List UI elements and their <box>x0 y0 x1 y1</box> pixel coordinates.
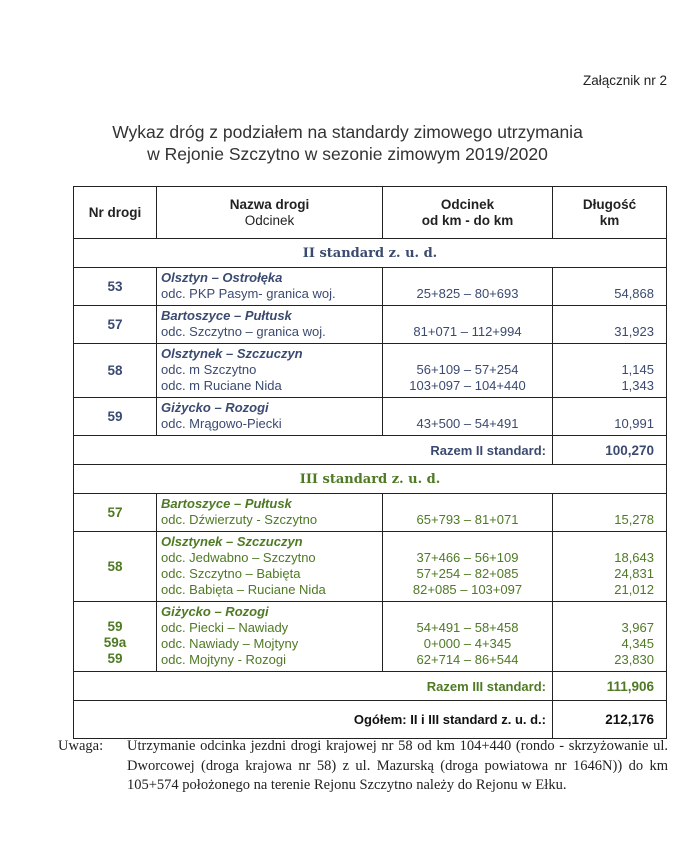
segment-name: odc. Szczytno – Babięta <box>161 566 301 581</box>
km-range: 81+071 – 112+994 <box>413 324 522 339</box>
length-value: 4,345 <box>621 636 654 651</box>
road-number-cell <box>74 494 157 532</box>
grand-total-row <box>74 701 667 739</box>
road-number: 53 <box>107 278 123 294</box>
km-range: 37+466 – 56+109 <box>416 550 519 565</box>
length-cell <box>553 344 667 398</box>
standard-total-value: 111,906 <box>553 672 667 701</box>
km-range: 25+825 – 80+693 <box>416 286 519 301</box>
note-label: Uwaga: <box>58 738 104 754</box>
road-number-cell <box>74 268 157 306</box>
km-range: 57+254 – 82+085 <box>416 566 519 581</box>
table-row <box>74 602 667 672</box>
standard-total-row <box>74 436 667 465</box>
length-cell <box>553 532 667 602</box>
road-name-cell <box>157 532 383 602</box>
road-name-cell <box>157 602 383 672</box>
roads-table <box>73 186 667 739</box>
road-number-cell <box>74 398 157 436</box>
spacer <box>557 346 654 362</box>
table-row <box>74 306 667 344</box>
segment-name: odc. Nawiady – Mojtyny <box>161 636 299 651</box>
standard-total-value: 100,270 <box>553 436 667 465</box>
length-value: 18,643 <box>614 550 654 565</box>
km-range-cell <box>383 344 553 398</box>
header-nr: Nr drogi <box>74 187 157 239</box>
spacer <box>387 308 548 324</box>
spacer <box>557 534 654 550</box>
title-line-1: Wykaz dróg z podziałem na standardy zimowego utrzymania <box>112 122 583 142</box>
header-km <box>383 187 553 239</box>
spacer <box>387 270 548 286</box>
spacer <box>557 496 654 512</box>
header-length <box>553 187 667 239</box>
standard-total-label: Razem II standard: <box>74 436 553 465</box>
km-range-cell <box>383 602 553 672</box>
grand-total-label: Ogółem: II i III standard z. u. d.: <box>74 701 553 739</box>
length-value: 10,991 <box>614 416 654 431</box>
length-value: 3,967 <box>621 620 654 635</box>
road-name: Giżycko – Rozogi <box>161 400 269 415</box>
document-title <box>0 121 695 165</box>
road-name: Olsztynek – Szczuczyn <box>161 346 303 361</box>
standard-title: III standard z. u. d. <box>74 465 667 494</box>
standard-title: II standard z. u. d. <box>74 239 667 268</box>
length-value: 31,923 <box>614 324 654 339</box>
length-value: 1,145 <box>621 362 654 377</box>
table-row <box>74 268 667 306</box>
road-number-cell <box>74 532 157 602</box>
segment-name: odc. m Ruciane Nida <box>161 378 282 393</box>
km-range: 56+109 – 57+254 <box>416 362 519 377</box>
km-range: 54+491 – 58+458 <box>416 620 519 635</box>
length-cell <box>553 602 667 672</box>
spacer <box>557 604 654 620</box>
road-name: Bartoszyce – Pułtusk <box>161 308 292 323</box>
standard-total-row <box>74 672 667 701</box>
km-range-cell <box>383 398 553 436</box>
segment-name: odc. Szczytno – granica woj. <box>161 324 326 339</box>
road-number: 57 <box>107 504 123 520</box>
note <box>58 737 668 796</box>
road-number: 58 <box>107 558 123 574</box>
length-cell <box>553 494 667 532</box>
standard-header-row <box>74 465 667 494</box>
km-range: 43+500 – 54+491 <box>416 416 519 431</box>
table-row <box>74 532 667 602</box>
road-number: 59 <box>107 408 123 424</box>
km-range-cell <box>383 494 553 532</box>
km-range: 103+097 – 104+440 <box>409 378 526 393</box>
road-name-cell <box>157 344 383 398</box>
title-line-2: w Rejonie Szczytno w sezonie zimowym 2019/2020 <box>147 144 548 164</box>
length-value: 1,343 <box>621 378 654 393</box>
length-cell <box>553 268 667 306</box>
road-name: Olsztynek – Szczuczyn <box>161 534 303 549</box>
km-range: 65+793 – 81+071 <box>416 512 519 527</box>
segment-name: odc. PKP Pasym- granica woj. <box>161 286 336 301</box>
road-name-cell <box>157 494 383 532</box>
road-number-cell <box>74 602 157 672</box>
length-value: 24,831 <box>614 566 654 581</box>
length-value: 15,278 <box>614 512 654 527</box>
header-length-title: Długość <box>582 196 637 212</box>
table-header <box>74 187 667 239</box>
segment-name: odc. Mrągowo-Piecki <box>161 416 282 431</box>
header-name-title: Nazwa drogi <box>229 196 310 212</box>
spacer <box>387 346 548 362</box>
length-value: 23,830 <box>614 652 654 667</box>
road-number: 59 <box>107 651 123 666</box>
road-number-cell <box>74 344 157 398</box>
standard-total-label: Razem III standard: <box>74 672 553 701</box>
spacer <box>387 534 548 550</box>
spacer <box>387 400 548 416</box>
length-cell <box>553 306 667 344</box>
segment-name: odc. Babięta – Ruciane Nida <box>161 582 326 597</box>
spacer <box>557 400 654 416</box>
road-number: 59 <box>107 619 123 634</box>
length-cell <box>553 398 667 436</box>
road-number: 59a <box>103 635 127 650</box>
spacer <box>387 604 548 620</box>
road-name-cell <box>157 306 383 344</box>
segment-name: odc. m Szczytno <box>161 362 257 377</box>
table-row <box>74 494 667 532</box>
standard-header-row <box>74 239 667 268</box>
table-row <box>74 398 667 436</box>
km-range: 0+000 – 4+345 <box>423 636 512 651</box>
grand-total-value: 212,176 <box>553 701 667 739</box>
km-range-cell <box>383 268 553 306</box>
road-number: 58 <box>107 362 123 378</box>
km-range: 82+085 – 103+097 <box>412 582 523 597</box>
road-name-cell <box>157 398 383 436</box>
note-text: Utrzymanie odcinka jezdni drogi krajowej nr 58 od km 104+440 (rondo - skrzyżowanie ul. Dworcowej (droga krajowa nr 58) z ul. Mazurską (droga powiatowa nr 1646N)) do km 105+574 położonego na terenie Rejonu Szczytno należy do Rejonu w Ełku. <box>127 738 668 793</box>
road-name: Bartoszyce – Pułtusk <box>161 496 292 511</box>
length-value: 54,868 <box>614 286 654 301</box>
table-row <box>74 344 667 398</box>
road-number-cell <box>74 306 157 344</box>
header-name-sub: Odcinek <box>244 212 295 228</box>
header-km-title: Odcinek <box>440 196 495 212</box>
road-number: 57 <box>107 316 123 332</box>
spacer <box>387 496 548 512</box>
length-value: 21,012 <box>614 582 654 597</box>
segment-name: odc. Dźwierzuty - Szczytno <box>161 512 318 527</box>
road-name: Giżycko – Rozogi <box>161 604 269 619</box>
road-name: Olsztyn – Ostrołęka <box>161 270 283 285</box>
spacer <box>557 270 654 286</box>
km-range-cell <box>383 532 553 602</box>
segment-name: odc. Mojtyny - Rozogi <box>161 652 286 667</box>
spacer <box>557 308 654 324</box>
header-length-unit: km <box>599 212 620 228</box>
segment-name: odc. Jedwabno – Szczytno <box>161 550 316 565</box>
attachment-label: Załącznik nr 2 <box>582 73 667 88</box>
km-range-cell <box>383 306 553 344</box>
road-name-cell <box>157 268 383 306</box>
km-range: 62+714 – 86+544 <box>416 652 519 667</box>
header-name <box>157 187 383 239</box>
header-km-sub: od km - do km <box>421 212 514 228</box>
segment-name: odc. Piecki – Nawiady <box>161 620 289 635</box>
